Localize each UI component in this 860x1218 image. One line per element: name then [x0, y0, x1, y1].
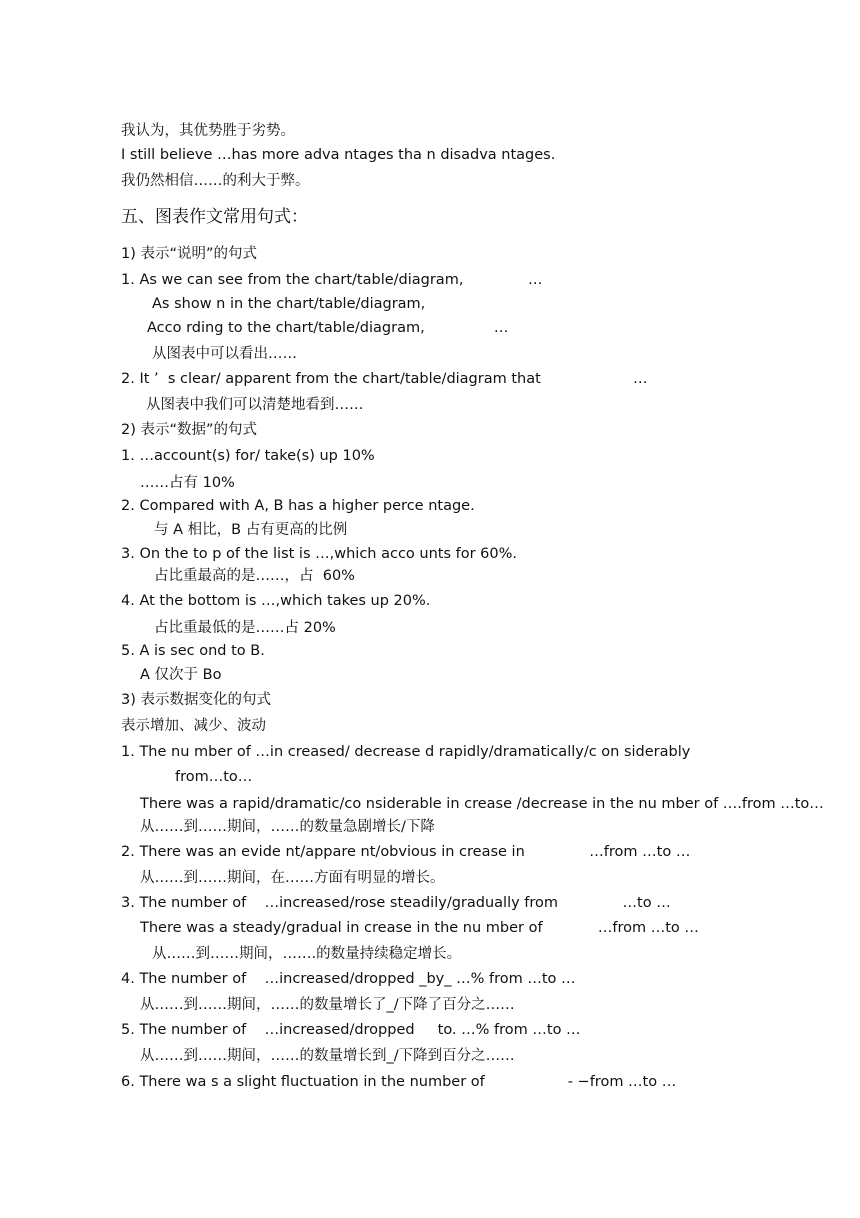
text-line: 3. The number of …increased/rose steadily/gradually from …to …: [121, 895, 671, 911]
text-line: 5. The number of …increased/dropped to. …% from …to …: [121, 1022, 581, 1038]
text-line: 从……到……期间，……的数量增长到_/下降到百分之……: [140, 1048, 515, 1064]
subsection-heading: 3) 表示数据变化的句式: [121, 692, 271, 708]
text-line: 占比重最高的是……，占 60%: [154, 568, 355, 584]
text-line: 1. The nu mber of …in creased/ decrease d rapidly/dramatically/c on siderably: [121, 744, 691, 760]
text-line: 占比重最低的是……占 20%: [154, 620, 336, 636]
text-line: from…to…: [175, 769, 253, 785]
text-line: A 仅次于 Bo: [140, 667, 222, 683]
text-line: 从……到……期间，…….的数量持续稳定增长。: [152, 946, 462, 962]
text-line: 4. The number of …increased/dropped _by_ …% from …to …: [121, 971, 576, 987]
text-line: 2. There was an evide nt/appare nt/obvious in crease in …from …to …: [121, 844, 691, 860]
text-line: Acco rding to the chart/table/diagram, …: [147, 320, 509, 336]
text-line: ……占有 10%: [140, 475, 235, 491]
section-heading: 五、图表作文常用句式：: [121, 207, 308, 227]
text-line: 6. There wa s a slight fluctuation in the number of - −from …to …: [121, 1074, 677, 1090]
text-line: 我认为，其优势胜于劣势。: [121, 123, 295, 139]
text-line: There was a steady/gradual in crease in the nu mber of …from …to …: [140, 920, 699, 936]
subsection-heading: 1) 表示“说明”的句式: [121, 246, 258, 262]
text-line: 从……到……期间，在……方面有明显的增长。: [140, 870, 445, 886]
text-line: As show n in the chart/table/diagram,: [152, 296, 426, 312]
text-line: 2. Compared with A, B has a higher perce ntage.: [121, 498, 475, 514]
text-line: 与 A 相比，B 占有更高的比例: [154, 522, 348, 538]
text-line: 4. At the bottom is …,which takes up 20%.: [121, 593, 431, 609]
text-line: 我仍然相信……的利大于弊。: [121, 173, 310, 189]
text-line: 5. A is sec ond to B.: [121, 643, 265, 659]
text-line: There was a rapid/dramatic/co nsiderable in crease /decrease in the nu mber of ….from …to…: [140, 796, 824, 812]
text-line: 1. As we can see from the chart/table/diagram, …: [121, 272, 543, 288]
text-line: I still believe …has more adva ntages tha n disadva ntages.: [121, 147, 556, 163]
subsection-heading: 2) 表示“数据”的句式: [121, 422, 258, 438]
text-line: 表示增加、减少、波动: [121, 718, 266, 734]
text-line: 从……到……期间，……的数量急剧增长/下降: [140, 819, 435, 835]
text-line: 从图表中可以看出……: [152, 346, 297, 362]
text-line: 1. …account(s) for/ take(s) up 10%: [121, 448, 375, 464]
text-line: 从图表中我们可以清楚地看到……: [146, 397, 364, 413]
text-line: 2. It ’ s clear/ apparent from the chart/table/diagram that …: [121, 371, 648, 387]
text-line: 3. On the to p of the list is …,which acco unts for 60%.: [121, 546, 518, 562]
text-line: 从……到……期间，……的数量增长了_/下降了百分之……: [140, 997, 515, 1013]
